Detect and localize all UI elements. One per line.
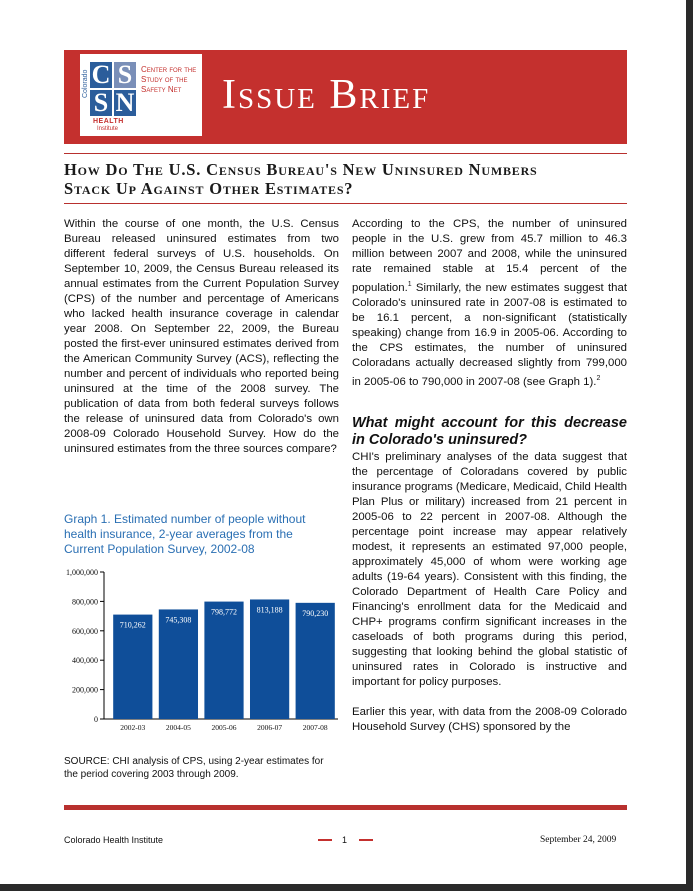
y-tick-label: 800,000 — [72, 597, 98, 607]
logo-vertical-text: Colorado — [82, 69, 89, 98]
bar — [113, 615, 152, 719]
logo-health-label: HEALTH — [93, 118, 124, 125]
x-tick-label: 2005-06 — [211, 723, 237, 732]
graph-source: SOURCE: CHI analysis of CPS, using 2-year estimates for the period covering 2003 through 2009. — [64, 756, 324, 780]
analysis-paragraph: CHI's preliminary analyses of the data suggest that the percentage of Coloradans covered by public insurance programs (Medicare, Medicaid, Child Health Plan Plus or military) increased from 21 percent in 2005-06 to 22 percent in 2007-08. Although the percentage point increase may appear relatively modest, it represents an estimated 97,000 people, approximately 45,000 of whom were working age adults (19-64 years). Consistent with this finding, the Colorado Department of Health Care Policy and Financing's enrollment data for the Medicaid and CHP+ programs confirm significant increases in the caseloads of both programs during this period, suggesting that looking behind the global statistic of uninsured rates in Colorado is instructive and important for policy purposes. — [352, 450, 627, 688]
logo-text-line: Center for the — [141, 65, 197, 74]
logo-institute-label: Institute — [97, 126, 119, 132]
cps-paragraph — [352, 217, 627, 390]
intro-paragraph: Within the course of one month, the U.S. Census Bureau released uninsured estimates from two different federal surveys of U.S. households. On September 10, 2009, the Census Bureau released its annual estimates from the Current Population Survey (CPS) of the number and percentage of Americans who lacked health insurance coverage in calendar year 2008. On September 22, 2009, the Bureau posted the first-ever uninsured estimates derived from the American Community Survey (ACS), reflecting the number and percent of individuals who reported being uninsured at the time of the 2008 survey. The publication of data from both federal surveys follows the release of uninsured data from Colorado's own 2008-09 Colorado Household Survey. How do the uninsured estimates from the three sources compare? — [64, 218, 339, 455]
footnote-ref-2: 2 — [596, 374, 601, 382]
page-number: 1 — [342, 835, 348, 845]
footer-rule — [64, 805, 627, 810]
bar-value-label: 710,262 — [119, 620, 146, 630]
right-column — [352, 217, 627, 735]
cps-text-a: According to the CPS, the number of uninsured people in the U.S. grew from 45.7 million to 46.3 million between 2007 and 2008, while the uninsured rate remained stable at 15.4 percent of the population. — [352, 218, 627, 294]
bar — [204, 602, 243, 719]
graph-title: Graph 1. Estimated number of people without health insurance, 2-year averages from the Current Population Survey, 2002-08 — [64, 512, 306, 556]
footer-organization: Colorado Health Institute — [64, 835, 164, 845]
logo-text — [141, 65, 205, 95]
logo-text-line: Safety Net — [141, 85, 182, 94]
bar — [159, 609, 198, 719]
y-tick-label: 600,000 — [72, 626, 98, 636]
x-tick-label: 2004-05 — [165, 723, 191, 732]
page-dash-right — [359, 839, 373, 841]
bar-value-label: 798,772 — [211, 607, 237, 617]
bar-chart — [62, 565, 342, 735]
bar — [250, 599, 289, 719]
page-dash-left — [318, 839, 332, 841]
bar-value-label: 745,308 — [165, 615, 192, 625]
logo-text-line: Study of the — [141, 75, 188, 84]
headline-line: How Do The U.S. Census Bureau's New Uninsured Numbers — [64, 160, 538, 179]
logo-letter-s2: S — [90, 90, 112, 116]
headline-rule-bottom — [64, 203, 627, 204]
chs-paragraph: Earlier this year, with data from the 2008-09 Colorado Household Survey (CHS) sponsored by the — [352, 705, 627, 733]
footer-date: September 24, 2009 — [540, 835, 617, 845]
cps-text-b: Similarly, the new estimates suggest that Colorado's uninsured rate in 2007-08 is estimated to be 16.1 percent, a non-significant (statistically speaking) change from 16.9 in 2005-06. According to the CPS estimates, the number of uninsured Coloradans actually decreased slightly from 799,000 in 2005-06 to 790,000 in 2007-08 (see Graph 1). — [352, 281, 627, 388]
x-tick-label: 2002-03 — [120, 723, 146, 732]
x-tick-label: 2006-07 — [257, 723, 283, 732]
section-subheading: What might account for this decrease in Colorado's uninsured? — [352, 414, 627, 448]
footnote-ref-1: 1 — [407, 281, 412, 288]
logo-letter-n: N — [115, 88, 135, 117]
y-tick-label: 200,000 — [72, 685, 98, 695]
headline-line: Stack Up Against Other Estimates? — [64, 179, 354, 198]
y-tick-label: 400,000 — [72, 656, 98, 666]
bar-value-label: 790,230 — [302, 608, 329, 618]
article-headline — [64, 160, 627, 198]
headline-rule-top — [64, 153, 627, 154]
x-tick-label: 2007-08 — [302, 723, 328, 732]
issue-brief-title: Issue Brief — [222, 72, 431, 118]
bar-value-label: 813,188 — [256, 605, 283, 615]
y-tick-label: 0 — [94, 715, 98, 724]
logo-letter-s1: S — [114, 62, 136, 88]
logo-letter-c: C — [91, 60, 111, 89]
left-column — [64, 217, 339, 457]
bar — [296, 603, 335, 719]
y-tick-label: 1,000,000 — [66, 568, 98, 577]
